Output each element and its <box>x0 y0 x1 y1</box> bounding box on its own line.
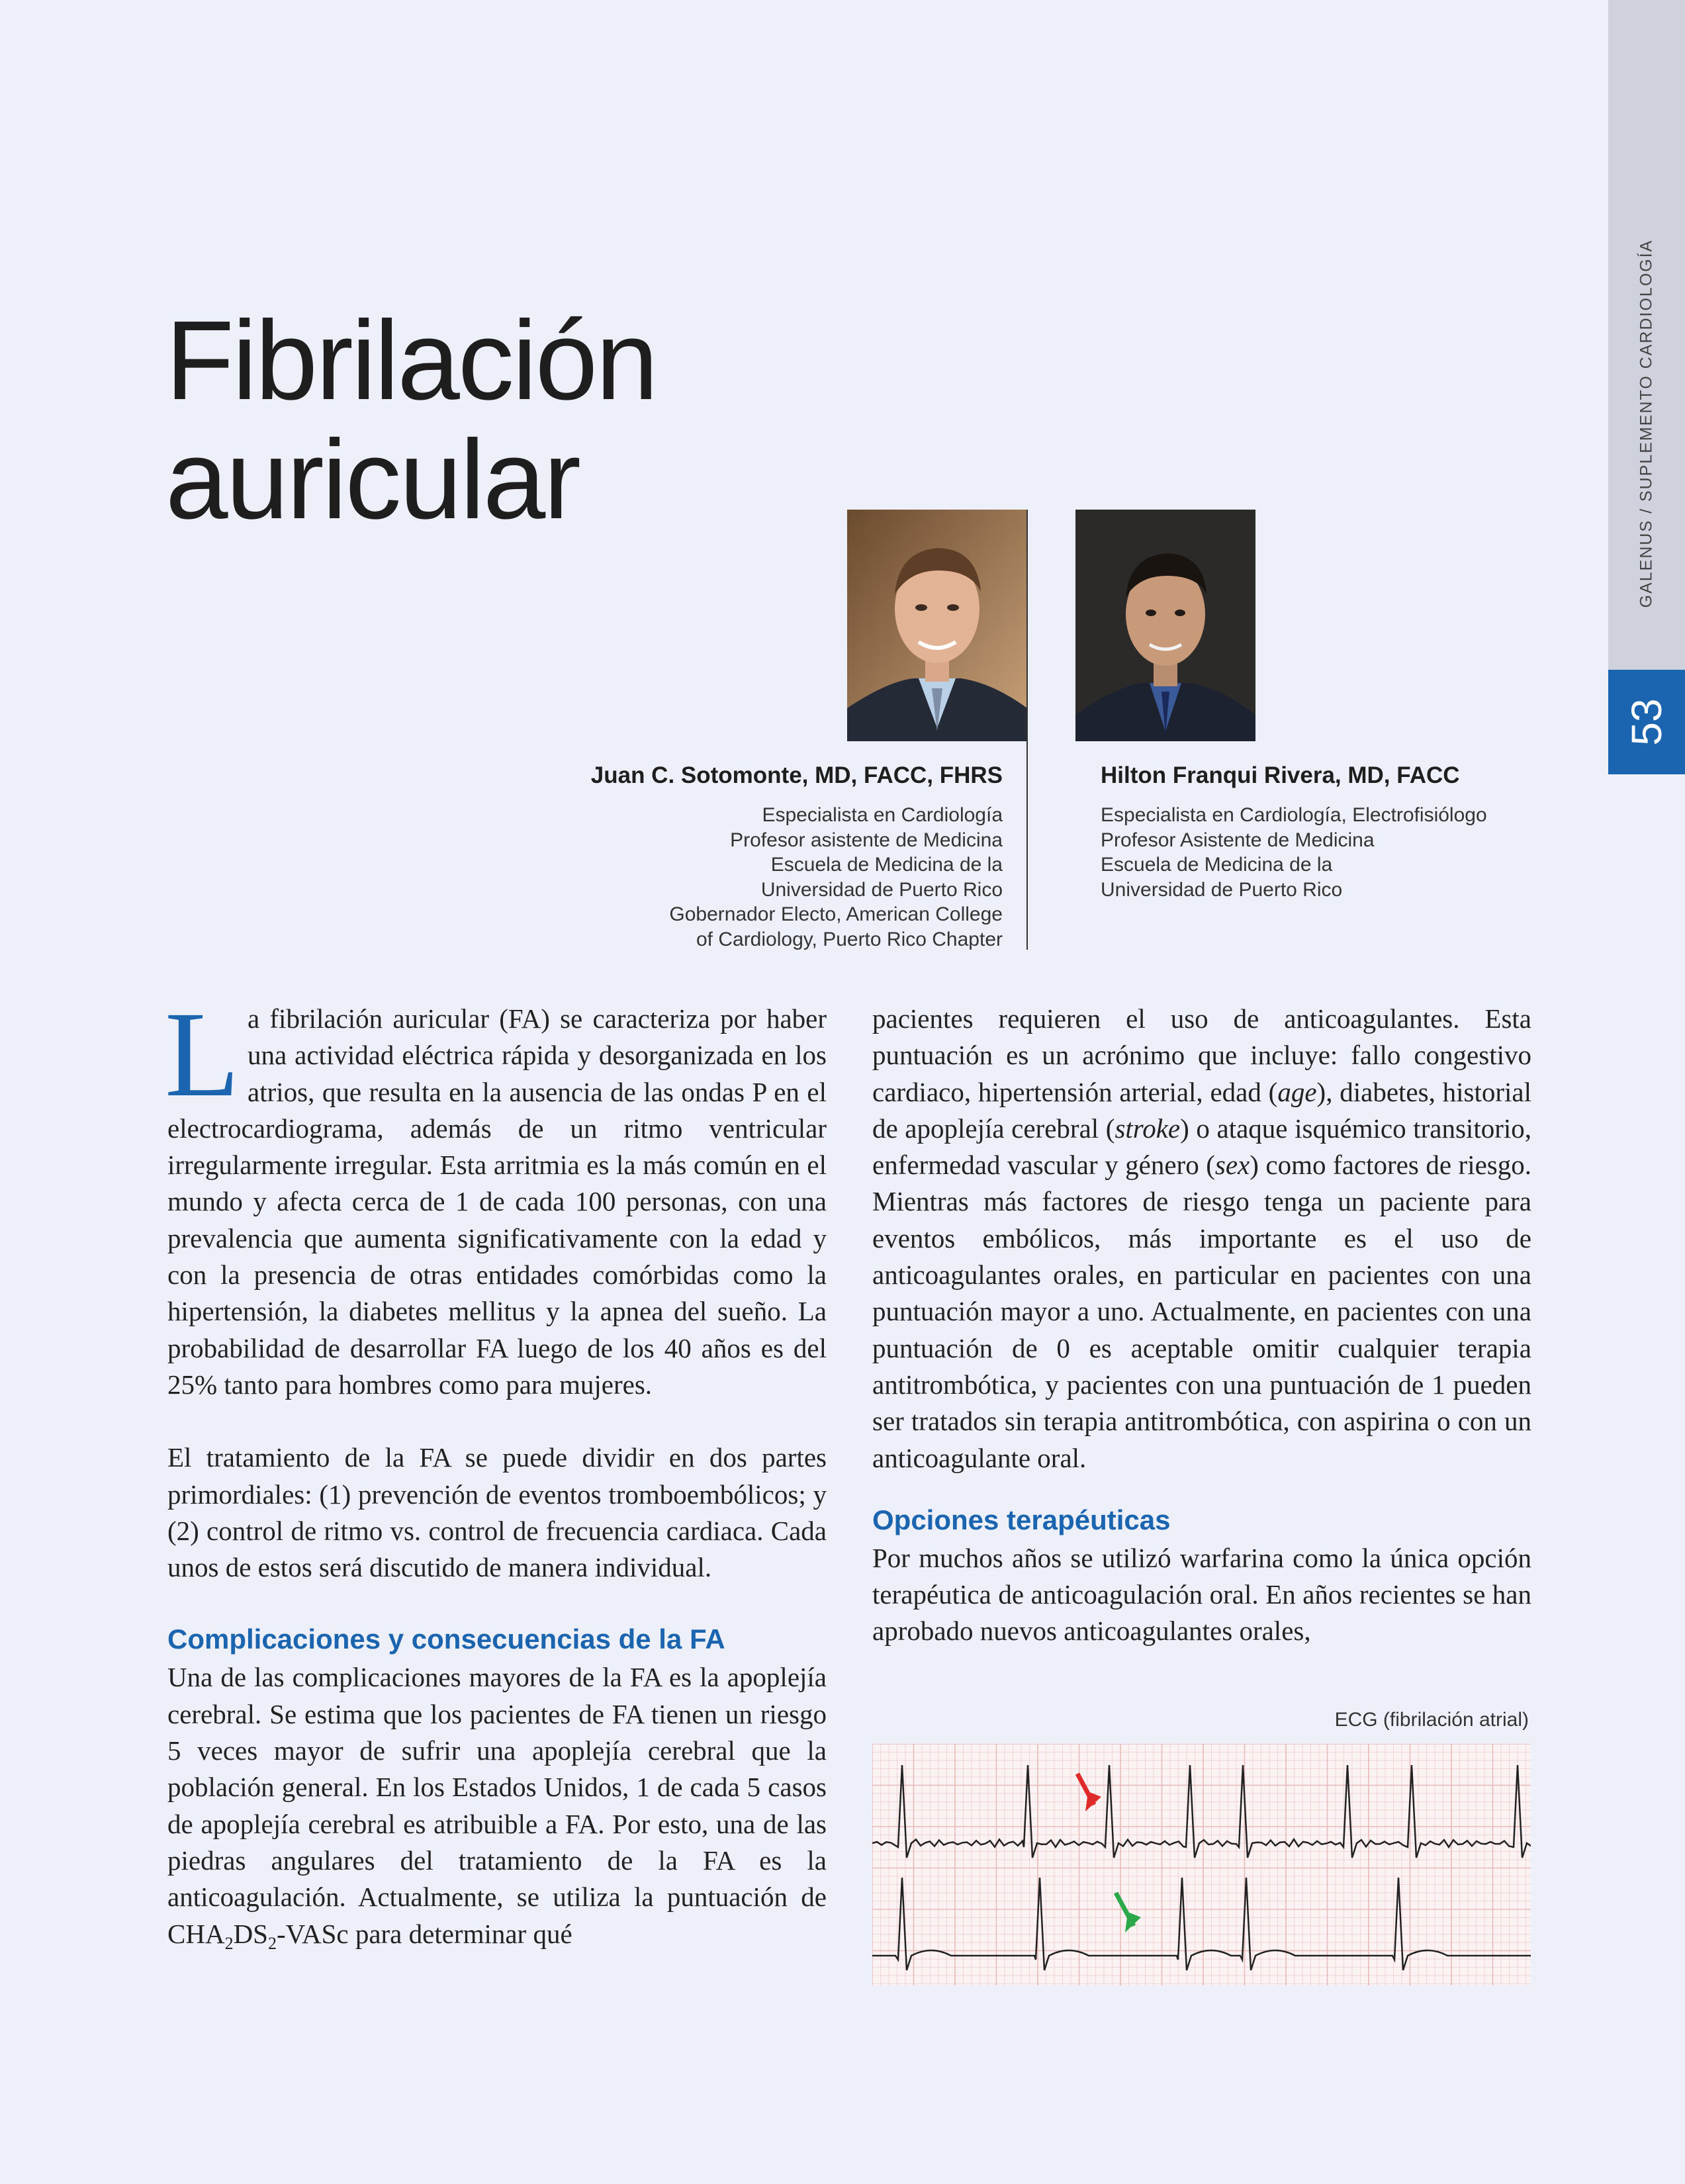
chads-text: ), diabetes, historial de apoplejía cerebral ( <box>872 1076 1532 1144</box>
ecg-caption-rest: (fibrilación atrial) <box>1377 1709 1529 1731</box>
author-name-franqui: Hilton Franqui Rivera, MD, FACC <box>1101 762 1460 788</box>
ecg-arrowhead-green <box>1125 1912 1141 1933</box>
complications-text: -VASc para determinar qué <box>277 1918 572 1949</box>
therapy-paragraph: Por muchos años se utilizó warfarina como la única opción terapéutica de anticoagulación oral. En años recientes se han aprobado nuevos anticoagulantes orales, <box>872 1542 1531 1647</box>
ecg-trace-bottom <box>872 1878 1531 1970</box>
body-column-right <box>872 1001 1531 1650</box>
intro-paragraph <box>165 987 827 1403</box>
ecg-trace-svg <box>872 1744 1531 1985</box>
author-name-sotomonte: Juan C. Sotomonte, MD, FACC, FHRS <box>590 762 1003 788</box>
drop-cap: L <box>165 987 240 1122</box>
article-title-line2: auricular <box>165 417 579 543</box>
affiliation-line: Escuela de Medicina de la <box>1101 854 1333 876</box>
article-title <box>165 298 657 543</box>
section-heading-complicaciones: Complicaciones y consecuencias de la FA <box>167 1623 725 1655</box>
chads-text: pacientes requieren el uso de anticoagulantes. Esta puntuación es un acrónimo que incluye: fallo congestivo cardiaco, hipertensión arterial, edad ( <box>872 1003 1531 1107</box>
author-affiliation-franqui <box>1101 803 1487 902</box>
author-photo-franqui <box>1075 510 1255 741</box>
ecg-trace-top <box>872 1765 1531 1858</box>
complications-paragraph <box>167 1659 827 1952</box>
subscript: 2 <box>268 1933 277 1953</box>
treatment-paragraph: El tratamiento de la FA se puede dividir en dos partes primordiales: (1) prevención de eventos tromboembólicos; y (2) control de ritmo vs. control de frecuencia cardiaca. Cada unos de estos será discutido de manera individual. <box>167 1442 827 1583</box>
affiliation-line: Gobernador Electo, American College <box>669 903 1003 925</box>
affiliation-line: Profesor asistente de Medicina <box>730 829 1003 851</box>
italic-term: age <box>1277 1076 1317 1107</box>
author-photo-sotomonte <box>847 510 1027 741</box>
affiliation-line: Escuela de Medicina de la <box>770 854 1003 876</box>
affiliation-line: Especialista en Cardiología, Electrofisiólogo <box>1101 804 1487 826</box>
subscript: 2 <box>224 1933 234 1953</box>
affiliation-line: of Cardiology, Puerto Rico Chapter <box>696 928 1003 950</box>
ecg-arrowhead-red <box>1085 1792 1101 1811</box>
chads-text: ) o ataque isquémico transitorio, enfermedad vascular y género ( <box>872 1113 1531 1181</box>
affiliation-line: Profesor Asistente de Medicina <box>1101 829 1375 851</box>
author-affiliation-sotomonte <box>397 803 1003 952</box>
chads-text: ) como factores de riesgo. Mientras más factores de riesgo tenga un paciente para eventos embólicos, más importante es el uso de anticoagulantes orales, en particular en pacientes con una puntuación mayor a uno. Actualmente, en pacientes con una puntuación de 0 es aceptable omitir cualquier terapia antitrombótica, y pacientes con una puntuación de 1 pueden ser tratados sin terapia antitrombótica, con aspirina o con un anticoagulante oral. <box>872 1150 1531 1473</box>
italic-term: sex <box>1214 1150 1250 1181</box>
chads-paragraph <box>872 1001 1531 1477</box>
complications-text: DS <box>233 1918 268 1949</box>
author-divider-left <box>1026 510 1028 950</box>
affiliation-line: Universidad de Puerto Rico <box>1101 878 1343 901</box>
ecg-figure <box>872 1744 1531 1985</box>
ecg-caption-bold: ECG <box>1334 1709 1378 1731</box>
journal-section-label: GALENUS / SUPLEMENTO CARDIOLOGÍA <box>1637 239 1656 608</box>
section-heading-opciones: Opciones terapéuticas <box>872 1504 1171 1535</box>
italic-term: stroke <box>1115 1113 1181 1144</box>
body-column-left <box>165 987 827 1953</box>
complications-text: Una de las complicaciones mayores de la FA es la apoplejía cerebral. Se estima que los pacientes de FA tienen un riesgo 5 veces mayor de sufrir una apoplejía cerebral que la población general. En los Estados Unidos, 1 de cada 5 casos de apoplejía cerebral es atribuible a FA. Por esto, una de las piedras angulares del tratamiento de la FA es la anticoagulación. Actualmente, se utiliza la puntuación de CHA <box>167 1662 827 1949</box>
affiliation-line: Universidad de Puerto Rico <box>760 878 1003 901</box>
ecg-caption <box>874 1709 1529 1731</box>
affiliation-line: Especialista en Cardiología <box>762 804 1003 826</box>
article-title-line1: Fibrilación <box>165 298 657 424</box>
page-number: 53 <box>1623 698 1670 746</box>
intro-text: a fibrilación auricular (FA) se caracteriza por haber una actividad eléctrica rápida y desorganizada en los atrios, que resulta en la ausencia de las ondas P en el electrocardiograma, además de un ritmo ventricular irregularmente irregular. Esta arritmia es la más común en el mundo y afecta cerca de 1 de cada 100 personas, con una prevalencia que aumenta significativamente con la edad y con la presencia de otras entidades comórbidas como la hipertensión, la diabetes mellitus y la apnea del sueño. La probabilidad de desarrollar FA luego de los 40 años es del 25% tanto para hombres como para mujeres. <box>167 1003 827 1400</box>
